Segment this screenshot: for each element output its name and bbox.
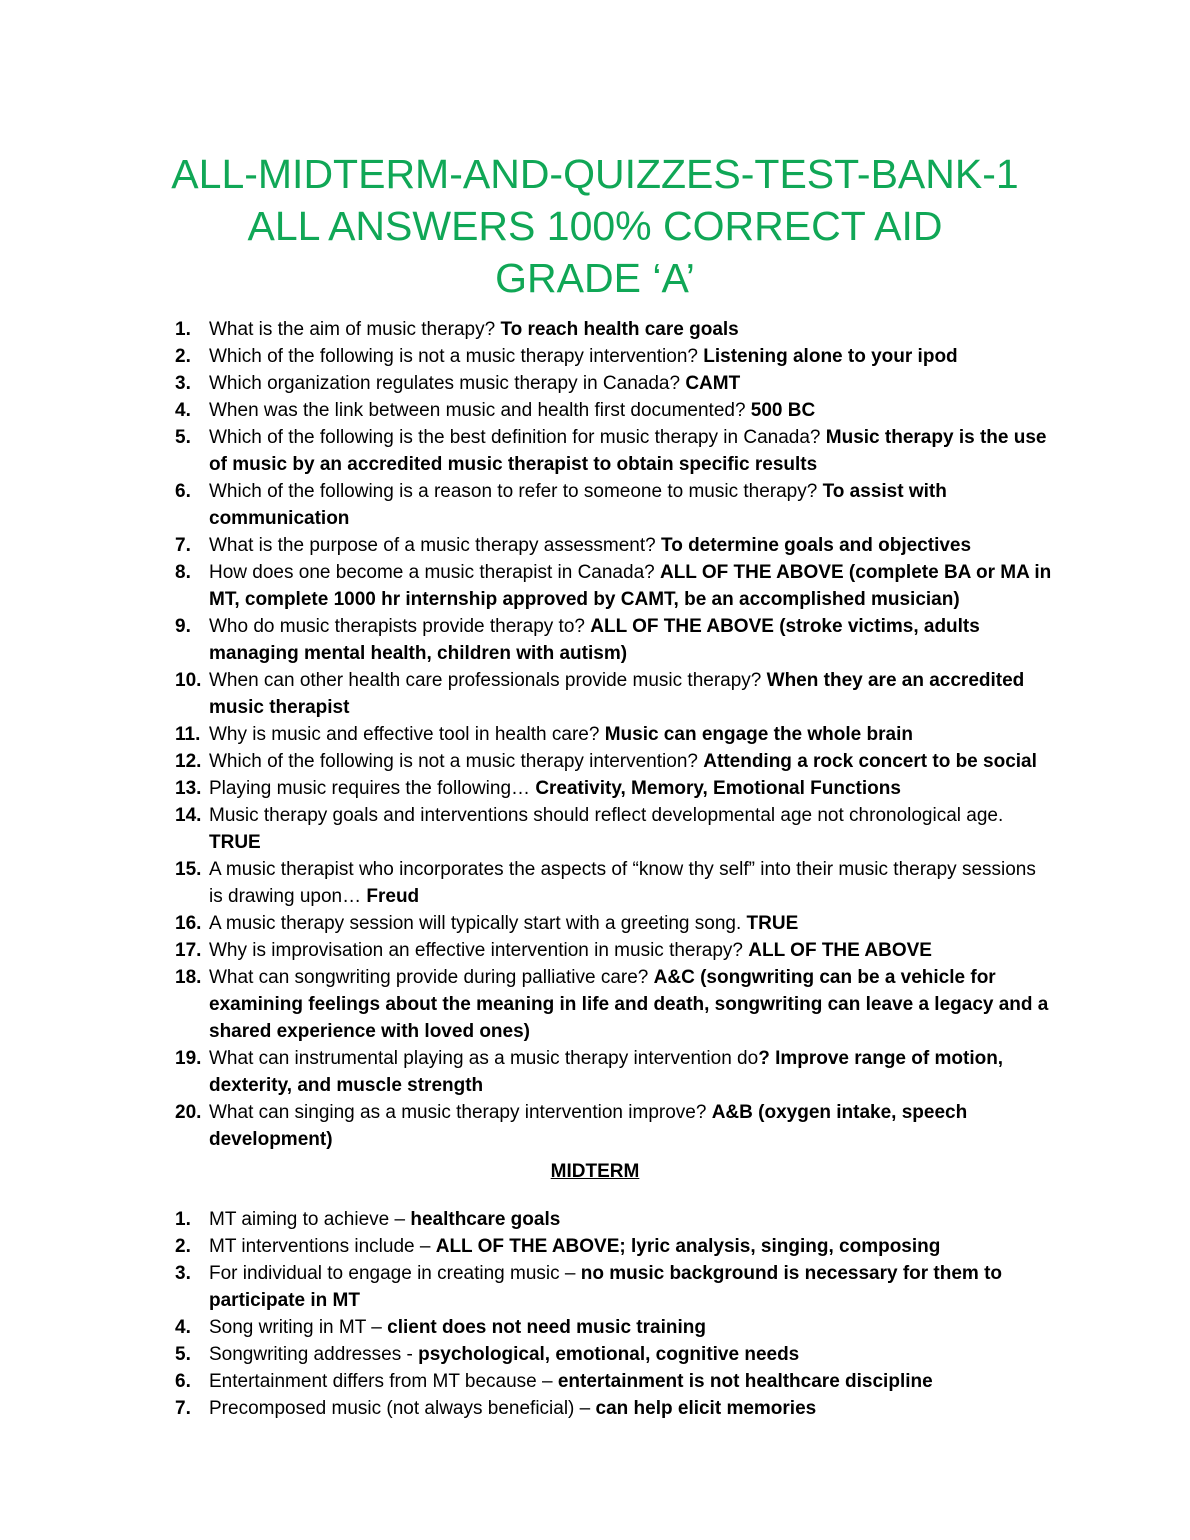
item-number: 5. [175, 1344, 191, 1365]
item-number: 15. [175, 859, 202, 880]
question-item [175, 1045, 1054, 1099]
question-item [175, 1368, 1054, 1395]
item-text [209, 856, 1054, 910]
answer-text: Creativity, Memory, Emotional Functions [535, 778, 901, 799]
item-text [209, 424, 1054, 478]
answer-text: no music background is necessary for them to participate in MT [209, 1263, 1003, 1311]
item-number: 4. [175, 1317, 191, 1338]
item-text [209, 1233, 1054, 1260]
answer-text: Attending a rock concert to be social [703, 751, 1037, 772]
question-text: What is the aim of music therapy? [209, 319, 501, 340]
question-item [175, 478, 1054, 532]
item-number: 4. [175, 400, 191, 421]
question-text: When was the link between music and health first documented? [209, 400, 751, 421]
item-number: 18. [175, 967, 202, 988]
quiz-question-list [175, 316, 1054, 1153]
answer-text: TRUE [209, 832, 261, 853]
answer-text: 500 BC [750, 400, 816, 421]
item-text [209, 1206, 1054, 1233]
item-number: 14. [175, 805, 202, 826]
question-item [175, 775, 1054, 802]
item-text [209, 532, 1054, 559]
question-text: For individual to engage in creating music – [209, 1263, 581, 1284]
item-text [209, 1099, 1054, 1153]
item-number: 1. [175, 1209, 191, 1230]
answer-text: TRUE [746, 913, 799, 934]
question-item [175, 370, 1054, 397]
answer-text: To reach health care goals [500, 319, 739, 340]
midterm-section-heading: MIDTERM [550, 1161, 640, 1182]
question-item [175, 667, 1054, 721]
question-text: How does one become a music therapist in Canada? [209, 562, 660, 583]
item-number: 6. [175, 481, 191, 502]
answer-text: When they are an accredited music therapist [209, 670, 1025, 718]
item-text [209, 1260, 1054, 1314]
question-text: Who do music therapists provide therapy to? [209, 616, 591, 637]
question-item [175, 721, 1054, 748]
item-number: 8. [175, 562, 191, 583]
item-number: 3. [175, 373, 191, 394]
question-text: Music therapy goals and interventions should reflect developmental age not chronological age. [209, 805, 1004, 826]
item-text [209, 721, 1054, 748]
midterm-question-list [175, 1206, 1054, 1422]
item-number: 5. [175, 427, 191, 448]
item-text [209, 1395, 1054, 1422]
item-text [209, 910, 1054, 937]
answer-text: To assist with communication [209, 481, 947, 529]
item-number: 2. [175, 346, 191, 367]
item-text [209, 478, 1054, 532]
item-text [209, 937, 1054, 964]
item-text [209, 559, 1054, 613]
item-number: 6. [175, 1371, 191, 1392]
question-text: Precomposed music (not always beneficial) – [209, 1398, 596, 1419]
question-item [175, 1099, 1054, 1153]
item-text [209, 667, 1054, 721]
answer-text: ALL OF THE ABOVE [748, 940, 932, 961]
answer-text: A&B (oxygen intake, speech development) [209, 1102, 968, 1150]
item-text [209, 316, 1054, 343]
item-number: 3. [175, 1263, 191, 1284]
question-text: Which of the following is a reason to refer to someone to music therapy? [209, 481, 823, 502]
question-text: MT interventions include – [209, 1236, 436, 1257]
question-text: A music therapy session will typically start with a greeting song. [209, 913, 747, 934]
question-item [175, 802, 1054, 856]
question-text: What can singing as a music therapy intervention improve? [209, 1102, 712, 1123]
question-item [175, 1395, 1054, 1422]
item-text [209, 748, 1054, 775]
answer-text: ALL OF THE ABOVE (stroke victims, adults managing mental health, children with autism) [209, 616, 980, 664]
question-item [175, 910, 1054, 937]
item-text [209, 370, 1054, 397]
question-item [175, 316, 1054, 343]
question-text: What can songwriting provide during palliative care? [209, 967, 654, 988]
item-number: 10. [175, 670, 202, 691]
question-item [175, 937, 1054, 964]
question-item [175, 613, 1054, 667]
item-number: 11. [175, 724, 201, 745]
question-text: Song writing in MT – [209, 1317, 388, 1338]
item-number: 19. [175, 1048, 202, 1069]
item-number: 7. [175, 1398, 191, 1419]
item-text [209, 343, 1054, 370]
answer-text: CAMT [685, 373, 741, 394]
item-text [209, 1368, 1054, 1395]
item-number: 12. [175, 751, 202, 772]
question-text: MT aiming to achieve – [209, 1209, 411, 1230]
answer-text: ? Improve range of motion, dexterity, and muscle strength [209, 1048, 1004, 1096]
question-item [175, 559, 1054, 613]
question-item [175, 397, 1054, 424]
title-line-3: GRADE ‘A’ [495, 255, 695, 301]
question-item [175, 1206, 1054, 1233]
document-title [0, 148, 1190, 304]
title-line-2: ALL ANSWERS 100% CORRECT AID [247, 203, 943, 249]
question-item [175, 1341, 1054, 1368]
answer-text: Music can engage the whole brain [604, 724, 913, 745]
question-item [175, 1260, 1054, 1314]
answer-text: client does not need music training [387, 1317, 706, 1338]
item-number: 1. [175, 319, 191, 340]
question-item [175, 856, 1054, 910]
answer-text: entertainment is not healthcare discipline [557, 1371, 933, 1392]
item-text [209, 775, 1054, 802]
title-line-1: ALL-MIDTERM-AND-QUIZZES-TEST-BANK-1 [171, 151, 1019, 197]
item-number: 13. [175, 778, 202, 799]
question-text: Which of the following is not a music therapy intervention? [209, 346, 704, 367]
question-text: Playing music requires the following… [209, 778, 536, 799]
question-text: Which of the following is the best definition for music therapy in Canada? [209, 427, 826, 448]
question-item [175, 748, 1054, 775]
question-item [175, 343, 1054, 370]
item-text [209, 1314, 1054, 1341]
answer-text: ALL OF THE ABOVE (complete BA or MA in MT, complete 1000 hr internship approved by CAMT, be an accomplished musician) [209, 562, 1052, 610]
question-item [175, 424, 1054, 478]
question-text: A music therapist who incorporates the aspects of “know thy self” into their music therapy sessions is drawing upon… [209, 859, 1036, 907]
question-text: Which of the following is not a music therapy intervention? [209, 751, 704, 772]
answer-text: A&C (songwriting can be a vehicle for examining feelings about the meaning in life and death, songwriting can leave a legacy and a shared experience with loved ones) [209, 967, 1049, 1042]
question-text: What is the purpose of a music therapy assessment? [209, 535, 661, 556]
item-text [209, 1341, 1054, 1368]
answer-text: can help elicit memories [595, 1398, 817, 1419]
question-item [175, 532, 1054, 559]
answer-text: To determine goals and objectives [661, 535, 972, 556]
answer-text: Freud [366, 886, 420, 907]
item-number: 20. [175, 1102, 202, 1123]
item-number: 16. [175, 913, 202, 934]
item-text [209, 964, 1054, 1045]
question-text: Which organization regulates music therapy in Canada? [209, 373, 686, 394]
answer-text: Listening alone to your ipod [703, 346, 958, 367]
item-number: 17. [175, 940, 202, 961]
answer-text: Music therapy is the use of music by an accredited music therapist to obtain specific results [209, 427, 1047, 475]
question-text: When can other health care professionals provide music therapy? [209, 670, 767, 691]
item-text [209, 802, 1054, 856]
item-text [209, 613, 1054, 667]
question-text: What can instrumental playing as a music therapy intervention do [209, 1048, 759, 1069]
answer-text: healthcare goals [410, 1209, 561, 1230]
question-text: Why is improvisation an effective intervention in music therapy? [209, 940, 749, 961]
question-item [175, 1314, 1054, 1341]
question-text: Entertainment differs from MT because – [209, 1371, 558, 1392]
item-number: 7. [175, 535, 191, 556]
question-item [175, 964, 1054, 1045]
answer-text: ALL OF THE ABOVE; lyric analysis, singing, composing [435, 1236, 941, 1257]
item-number: 9. [175, 616, 191, 637]
question-item [175, 1233, 1054, 1260]
question-text: Songwriting addresses - [209, 1344, 419, 1365]
item-text [209, 397, 1054, 424]
answer-text: psychological, emotional, cognitive needs [418, 1344, 800, 1365]
item-number: 2. [175, 1236, 191, 1257]
question-text: Why is music and effective tool in health care? [209, 724, 605, 745]
item-text [209, 1045, 1054, 1099]
